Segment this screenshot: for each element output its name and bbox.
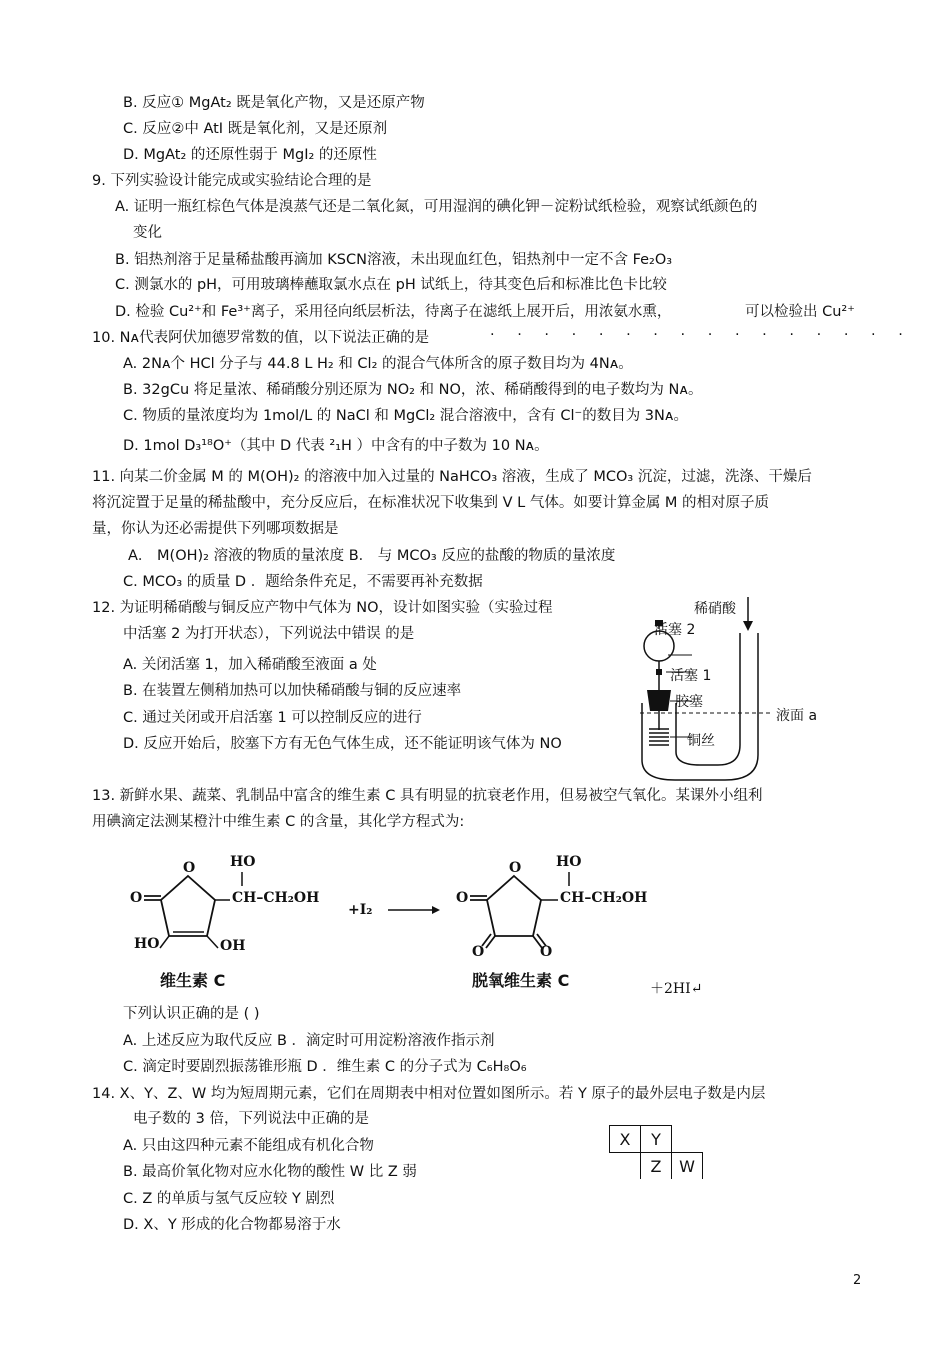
q13-stem: 13. 新鲜水果、蔬菜、乳制品中富含的维生素 C 具有明显的抗衰老作用，但易被空气氧化。某课外小组利 xyxy=(92,788,763,804)
q11-stem: 11. 向某二价金属 M 的 M(OH)₂ 的溶液中加入过量的 NaHCO₃ 溶液，生成了 MCO₃ 沉淀，过滤，洗涤、干燥后 xyxy=(92,469,812,485)
cell-x: X xyxy=(610,1126,641,1153)
element-grid xyxy=(609,1125,703,1179)
chem-plus-2hi: ＋2HI↵ xyxy=(650,981,703,997)
q12-stem-2: 中活塞 2 为打开状态），下列说法中错误 的是 xyxy=(123,626,415,642)
q14-option-b: B. 最高价氧化物对应水化物的酸性 W 比 Z 弱 xyxy=(123,1164,417,1180)
q14-option-d: D. X、Y 形成的化合物都易溶于水 xyxy=(123,1217,341,1233)
label-stopcock-2: 活塞 2 xyxy=(654,622,696,638)
q9-option-a: A. 证明一瓶红棕色气体是溴蒸气还是二氧化氮，可用湿润的碘化钾－淀粉试纸检验，观察试纸颜色的 xyxy=(115,199,758,215)
q14-option-a: A. 只由这四种元素不能组成有机化合物 xyxy=(123,1138,374,1154)
q9-option-d-end: 可以检验出 Cu²⁺ xyxy=(745,304,855,320)
q9-option-d: D. 检验 Cu²⁺和 Fe³⁺离子，采用径向纸层析法，待离子在滤纸上展开后，用浓氨水熏， xyxy=(115,304,672,320)
q8-option-b: B. 反应① MgAt₂ 既是氧化产物，又是还原产物 xyxy=(123,95,425,111)
q12-stem: 12. 为证明稀硝酸与铜反应产物中气体为 NO，设计如图实验（实验过程 xyxy=(92,600,553,616)
label-vitamin-c: 维生素 C xyxy=(160,971,226,990)
q10-option-a: A. 2Nᴀ个 HCl 分子与 44.8 L H₂ 和 Cl₂ 的混合气体所含的原子数目均为 4Nᴀ。 xyxy=(123,356,633,372)
q9-option-c: C. 测氯水的 pH，可用玻璃棒蘸取氯水点在 pH 试纸上，待其变色后和标准比色卡比较 xyxy=(115,277,667,293)
chem-ring-o-right: O xyxy=(509,860,522,876)
label-dilute-nitric-acid: 稀硝酸 xyxy=(694,601,736,617)
q10-option-c: C. 物质的量浓度均为 1mol/L 的 NaCl 和 MgCl₂ 混合溶液中，含有 Cl⁻的数目为 3Nᴀ。 xyxy=(123,408,688,424)
emphasis-dots: · · · · · · · · · · · · · · · · xyxy=(490,327,912,343)
chem-keto-o-2: O xyxy=(540,944,553,960)
chem-side-chain-right: CH–CH₂OH xyxy=(560,890,648,906)
chem-oh-left: OH xyxy=(220,938,246,954)
label-rubber-stopper: 胶塞 xyxy=(675,694,703,710)
q13-options-ab: A. 上述反应为取代反应 B ．滴定时可用淀粉溶液作指示剂 xyxy=(123,1033,495,1049)
q11-stem-2: 将沉淀置于足量的稀盐酸中，充分反应后，在标准状况下收集到 V L 气体。如要计算金属 M 的相对原子质 xyxy=(92,495,770,511)
chem-ring-o-left: O xyxy=(183,860,196,876)
label-stopcock-1: 活塞 1 xyxy=(670,668,712,684)
q14-stem-2: 电子数的 3 倍，下列说法中正确的是 xyxy=(133,1111,369,1127)
label-dehydro-vitamin-c: 脱氧维生素 C xyxy=(472,971,570,990)
chem-carbonyl-o-left: O xyxy=(130,890,143,906)
q13-stem-2: 用碘滴定法测某橙汁中维生素 C 的含量，其化学方程式为: xyxy=(92,814,465,830)
q9-option-a-cont: 变化 xyxy=(133,225,162,241)
q11-options-ab: A． M(OH)₂ 溶液的物质的量浓度 B． 与 MCO₃ 反应的盐酸的物质的量浓度 xyxy=(128,548,616,564)
cell-z: Z xyxy=(641,1153,672,1180)
q9-stem: 9. 下列实验设计能完成或实验结论合理的是 xyxy=(92,173,372,189)
label-liquid-level-a: 液面 a xyxy=(776,708,818,724)
q12-option-c: C. 通过关闭或开启活塞 1 可以控制反应的进行 xyxy=(123,710,422,726)
q13-prompt: 下列认识正确的是 ( ) xyxy=(123,1006,260,1022)
q12-option-b: B. 在装置左侧稍加热可以加快稀硝酸与铜的反应速率 xyxy=(123,683,462,699)
cell-empty-1 xyxy=(672,1126,703,1153)
q8-option-d: D. MgAt₂ 的还原性弱于 MgI₂ 的还原性 xyxy=(123,147,377,163)
reaction-scheme xyxy=(120,848,720,998)
q11-stem-3: 量，你认为还必需提供下列哪项数据是 xyxy=(92,521,339,537)
chem-ho-left: HO xyxy=(134,936,160,952)
q12-option-d: D. 反应开始后，胶塞下方有无色气体生成，还不能证明该气体为 NO xyxy=(123,736,562,752)
chem-plus-i2: +I₂ xyxy=(348,902,373,918)
q12-option-a: A. 关闭活塞 1，加入稀硝酸至液面 a 处 xyxy=(123,657,377,673)
q10-option-d: D. 1mol D₃¹⁸O⁺（其中 D 代表 ²₁H ）中含有的中子数为 10 Nᴀ。 xyxy=(123,438,549,454)
q14-option-c: C. Z 的单质与氢气反应较 Y 剧烈 xyxy=(123,1191,335,1207)
chem-ho-top-right: HO xyxy=(556,854,582,870)
q13-options-cd: C. 滴定时要剧烈振荡锥形瓶 D ．维生素 C 的分子式为 C₆H₈O₆ xyxy=(123,1059,527,1075)
q10-stem: 10. Nᴀ代表阿伏加德罗常数的值，以下说法正确的是 xyxy=(92,330,430,346)
label-copper-wire: 铜丝 xyxy=(687,733,715,749)
cell-empty-2 xyxy=(610,1153,641,1180)
q14-stem: 14. X、Y、Z、W 均为短周期元素，它们在周期表中相对位置如图所示。若 Y 原子的最外层电子数是内层 xyxy=(92,1086,766,1102)
chem-keto-o-1: O xyxy=(472,944,485,960)
chem-carbonyl-o-right: O xyxy=(456,890,469,906)
cell-y: Y xyxy=(641,1126,672,1153)
apparatus-figure xyxy=(630,595,845,795)
page-number: 2 xyxy=(853,1273,862,1288)
q8-option-c: C. 反应②中 AtI 既是氧化剂，又是还原剂 xyxy=(123,121,388,137)
q10-option-b: B. 32gCu 将足量浓、稀硝酸分别还原为 NO₂ 和 NO，浓、稀硝酸得到的电子数均为 Nᴀ。 xyxy=(123,382,703,398)
cell-w: W xyxy=(672,1153,703,1180)
chem-ho-top-left: HO xyxy=(230,854,256,870)
chem-side-chain-left: CH–CH₂OH xyxy=(232,890,320,906)
q9-option-b: B. 铝热剂溶于足量稀盐酸再滴加 KSCN溶液，未出现血红色，铝热剂中一定不含 Fe₂O₃ xyxy=(115,252,673,268)
q11-options-cd: C. MCO₃ 的质量 D ．题给条件充足，不需要再补充数据 xyxy=(123,574,483,590)
